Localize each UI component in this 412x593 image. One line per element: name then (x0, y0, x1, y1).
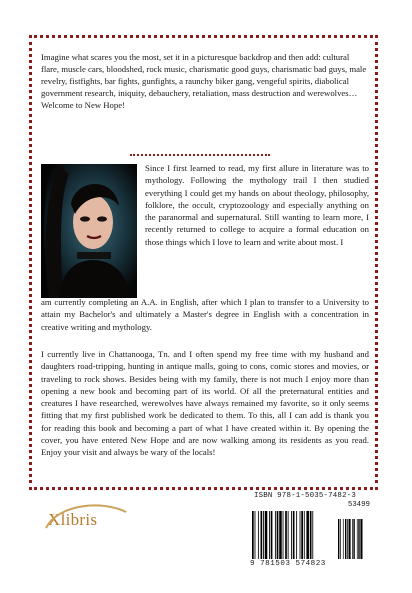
barcode-bar (275, 511, 276, 559)
barcode-bar (263, 511, 264, 559)
barcode-image (250, 511, 370, 561)
barcode-addon-bar (347, 519, 348, 559)
barcode-bar (301, 511, 303, 559)
barcode-bar (269, 511, 270, 559)
barcode-addon-bar (357, 519, 358, 559)
barcode-number: 9 781503 574823 (250, 560, 326, 568)
barcode-bar (285, 511, 287, 559)
author-bio-part2: I currently live in Chattanooga, Tn. and I often spend my free time with my husband and daughters road-tripping, hunting in antique malls, going to cons, comic stores and movies, or traveling to rock shows. Besides being with my family, there is not much I enjoy more than opening a new book and becoming part of its world. Of all the preternatural entities and creatures I have researched, werewolves have always remained my favorite, so it only seems fitting that my first published work be dedicated to them. To this, all I can add is thank you for reading this book and becoming a part of what I have created within it. By opening the cover, you have entered New Hope and are now walking among its residents as you read. Enjoy your visit and always be wary of the locals! (41, 349, 369, 458)
barcode-addon-bar (349, 519, 351, 559)
dotted-divider (130, 154, 270, 156)
logo-swoosh-icon (42, 500, 130, 540)
barcode-bar (312, 511, 313, 559)
barcode-bar (277, 511, 279, 559)
author-portrait-image (41, 164, 137, 298)
barcode-bar (279, 511, 282, 559)
intro-blurb: Imagine what scares you the most, set it in a picturesque backdrop and then add: cultural flare, muscle cars, bloodshed, rock music, charismatic good guys, charismatic bad guys, male revelry, fistfights, bar fights, gunfights, a raunchy biker gang, vengeful spirits, diabolical government research, iniquity, debauchery, retaliation, mass destruction and werewolves… Welcome to New Hope! (41, 52, 367, 110)
barcode-addon-bar (352, 519, 353, 559)
author-bio-part1: Since I first learned to read, my first allure in literature was to mythology. Following the mythology trail I then studied everything I could get my hands on about theology, philosophy, folklore, the occult, cryptozoology and especially anything on the paranormal and supernatural. Still wanting to learn more, I recently returned to college to acquire a formal education on those things which I love to learn and write about most. I (145, 163, 369, 247)
barcode-bar (300, 511, 301, 559)
barcode-addon-bar (340, 519, 341, 559)
barcode-bar (291, 511, 292, 559)
barcode-bar (265, 511, 268, 559)
barcode-bar (255, 511, 256, 559)
barcode-bar (310, 511, 312, 559)
barcode-bar (293, 511, 295, 559)
publisher-logo (48, 510, 97, 530)
barcode-bar (258, 511, 259, 559)
barcode-bar (252, 511, 254, 559)
barcode-bar (306, 511, 309, 559)
isbn-label: ISBN 978-1-5035-7482-3 (254, 492, 356, 500)
barcode-bar (296, 511, 297, 559)
barcode-bar (271, 511, 273, 559)
author-photo (41, 164, 137, 298)
publisher-name: Xlibris (48, 510, 98, 529)
barcode-addon-bar (358, 519, 359, 559)
barcode-addon-bar (338, 519, 339, 559)
barcode-addon-bar (353, 519, 354, 559)
barcode-addon-bar (345, 519, 346, 559)
author-bio-part1-continued: am currently completing an A.A. in English, after which I plan to transfer to a University to attain my Bachelor's and ultimately a Master's degree in English with a concentration in creative writing and mythology. (41, 297, 369, 332)
price-code: 53499 (347, 501, 370, 509)
barcode-bar (288, 511, 289, 559)
barcode-bar (261, 511, 263, 559)
barcode-addon-bar (360, 519, 362, 559)
barcode-addon-bar (343, 519, 344, 559)
barcode-bar (283, 511, 284, 559)
barcode-area (250, 492, 370, 572)
barcode-bar (304, 511, 305, 559)
